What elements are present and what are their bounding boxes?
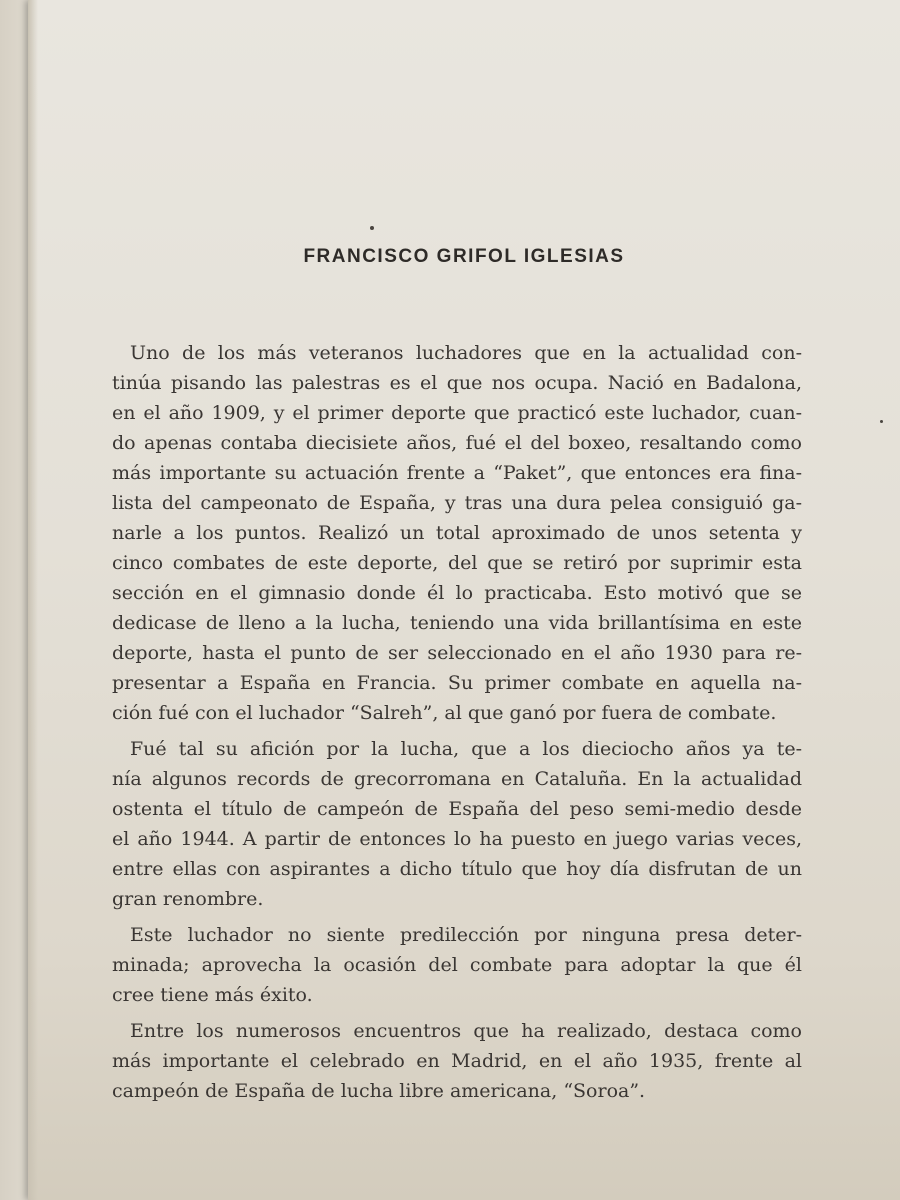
text-line: Entre los numerosos encuentros que ha realizado, destaca como — [130, 1020, 802, 1042]
text-line: el año 1944. A partir de entonces lo ha puesto en juego varias veces, — [112, 828, 802, 850]
text-line: do apenas contaba diecisiete años, fué el del boxeo, resaltando como — [112, 432, 802, 454]
text-line: narle a los puntos. Realizó un total aproximado de unos setenta y — [112, 522, 802, 544]
text-line: sección en el gimnasio donde él lo practicaba. Esto motivó que se — [112, 582, 802, 604]
text-line: dedicase de lleno a la lucha, teniendo una vida brillantísima en este — [112, 612, 802, 634]
text-line: nía algunos records de grecorromana en Cataluña. En la actualidad — [112, 768, 802, 790]
text-line: cinco combates de este deporte, del que se retiró por suprimir esta — [112, 552, 802, 574]
text-line: Este luchador no siente predilección por ninguna presa deter- — [130, 924, 802, 946]
text-line: entre ellas con aspirantes a dicho título que hoy día disfrutan de un — [112, 858, 802, 880]
text-line: gran renombre. — [112, 888, 264, 910]
text-line: más importante su actuación frente a “Paket”, que entonces era fina- — [112, 462, 802, 484]
text-line: tinúa pisando las palestras es el que nos ocupa. Nació en Badalona, — [112, 372, 802, 394]
text-line: Uno de los más veteranos luchadores que en la actualidad con- — [130, 342, 802, 364]
text-line: cree tiene más éxito. — [112, 984, 313, 1006]
text-line: ostenta el título de campeón de España del peso semi-medio desde — [112, 798, 802, 820]
ink-speck — [370, 226, 374, 230]
page-edge-shadow — [28, 0, 38, 1200]
text-line: deporte, hasta el punto de ser seleccionado en el año 1930 para re- — [112, 642, 802, 664]
ink-speck — [880, 420, 883, 423]
book-page — [28, 0, 900, 1200]
text-line: campeón de España de lucha libre americana, “Soroa”. — [112, 1080, 646, 1102]
text-line: en el año 1909, y el primer deporte que practicó este luchador, cuan- — [112, 402, 802, 424]
text-line: presentar a España en Francia. Su primer combate en aquella na- — [112, 672, 802, 694]
page-title: FRANCISCO GRIFOL IGLESIAS — [303, 246, 625, 267]
text-line: Fué tal su afición por la lucha, que a los dieciocho años ya te- — [130, 738, 802, 760]
article-body — [112, 338, 802, 1106]
text-line: lista del campeonato de España, y tras una dura pelea consiguió ga- — [112, 492, 802, 514]
text-line: más importante el celebrado en Madrid, en el año 1935, frente al — [112, 1050, 802, 1072]
text-line: ción fué con el luchador “Salreh”, al que ganó por fuera de combate. — [112, 702, 777, 724]
text-line: minada; aprovecha la ocasión del combate para adoptar la que él — [112, 954, 802, 976]
